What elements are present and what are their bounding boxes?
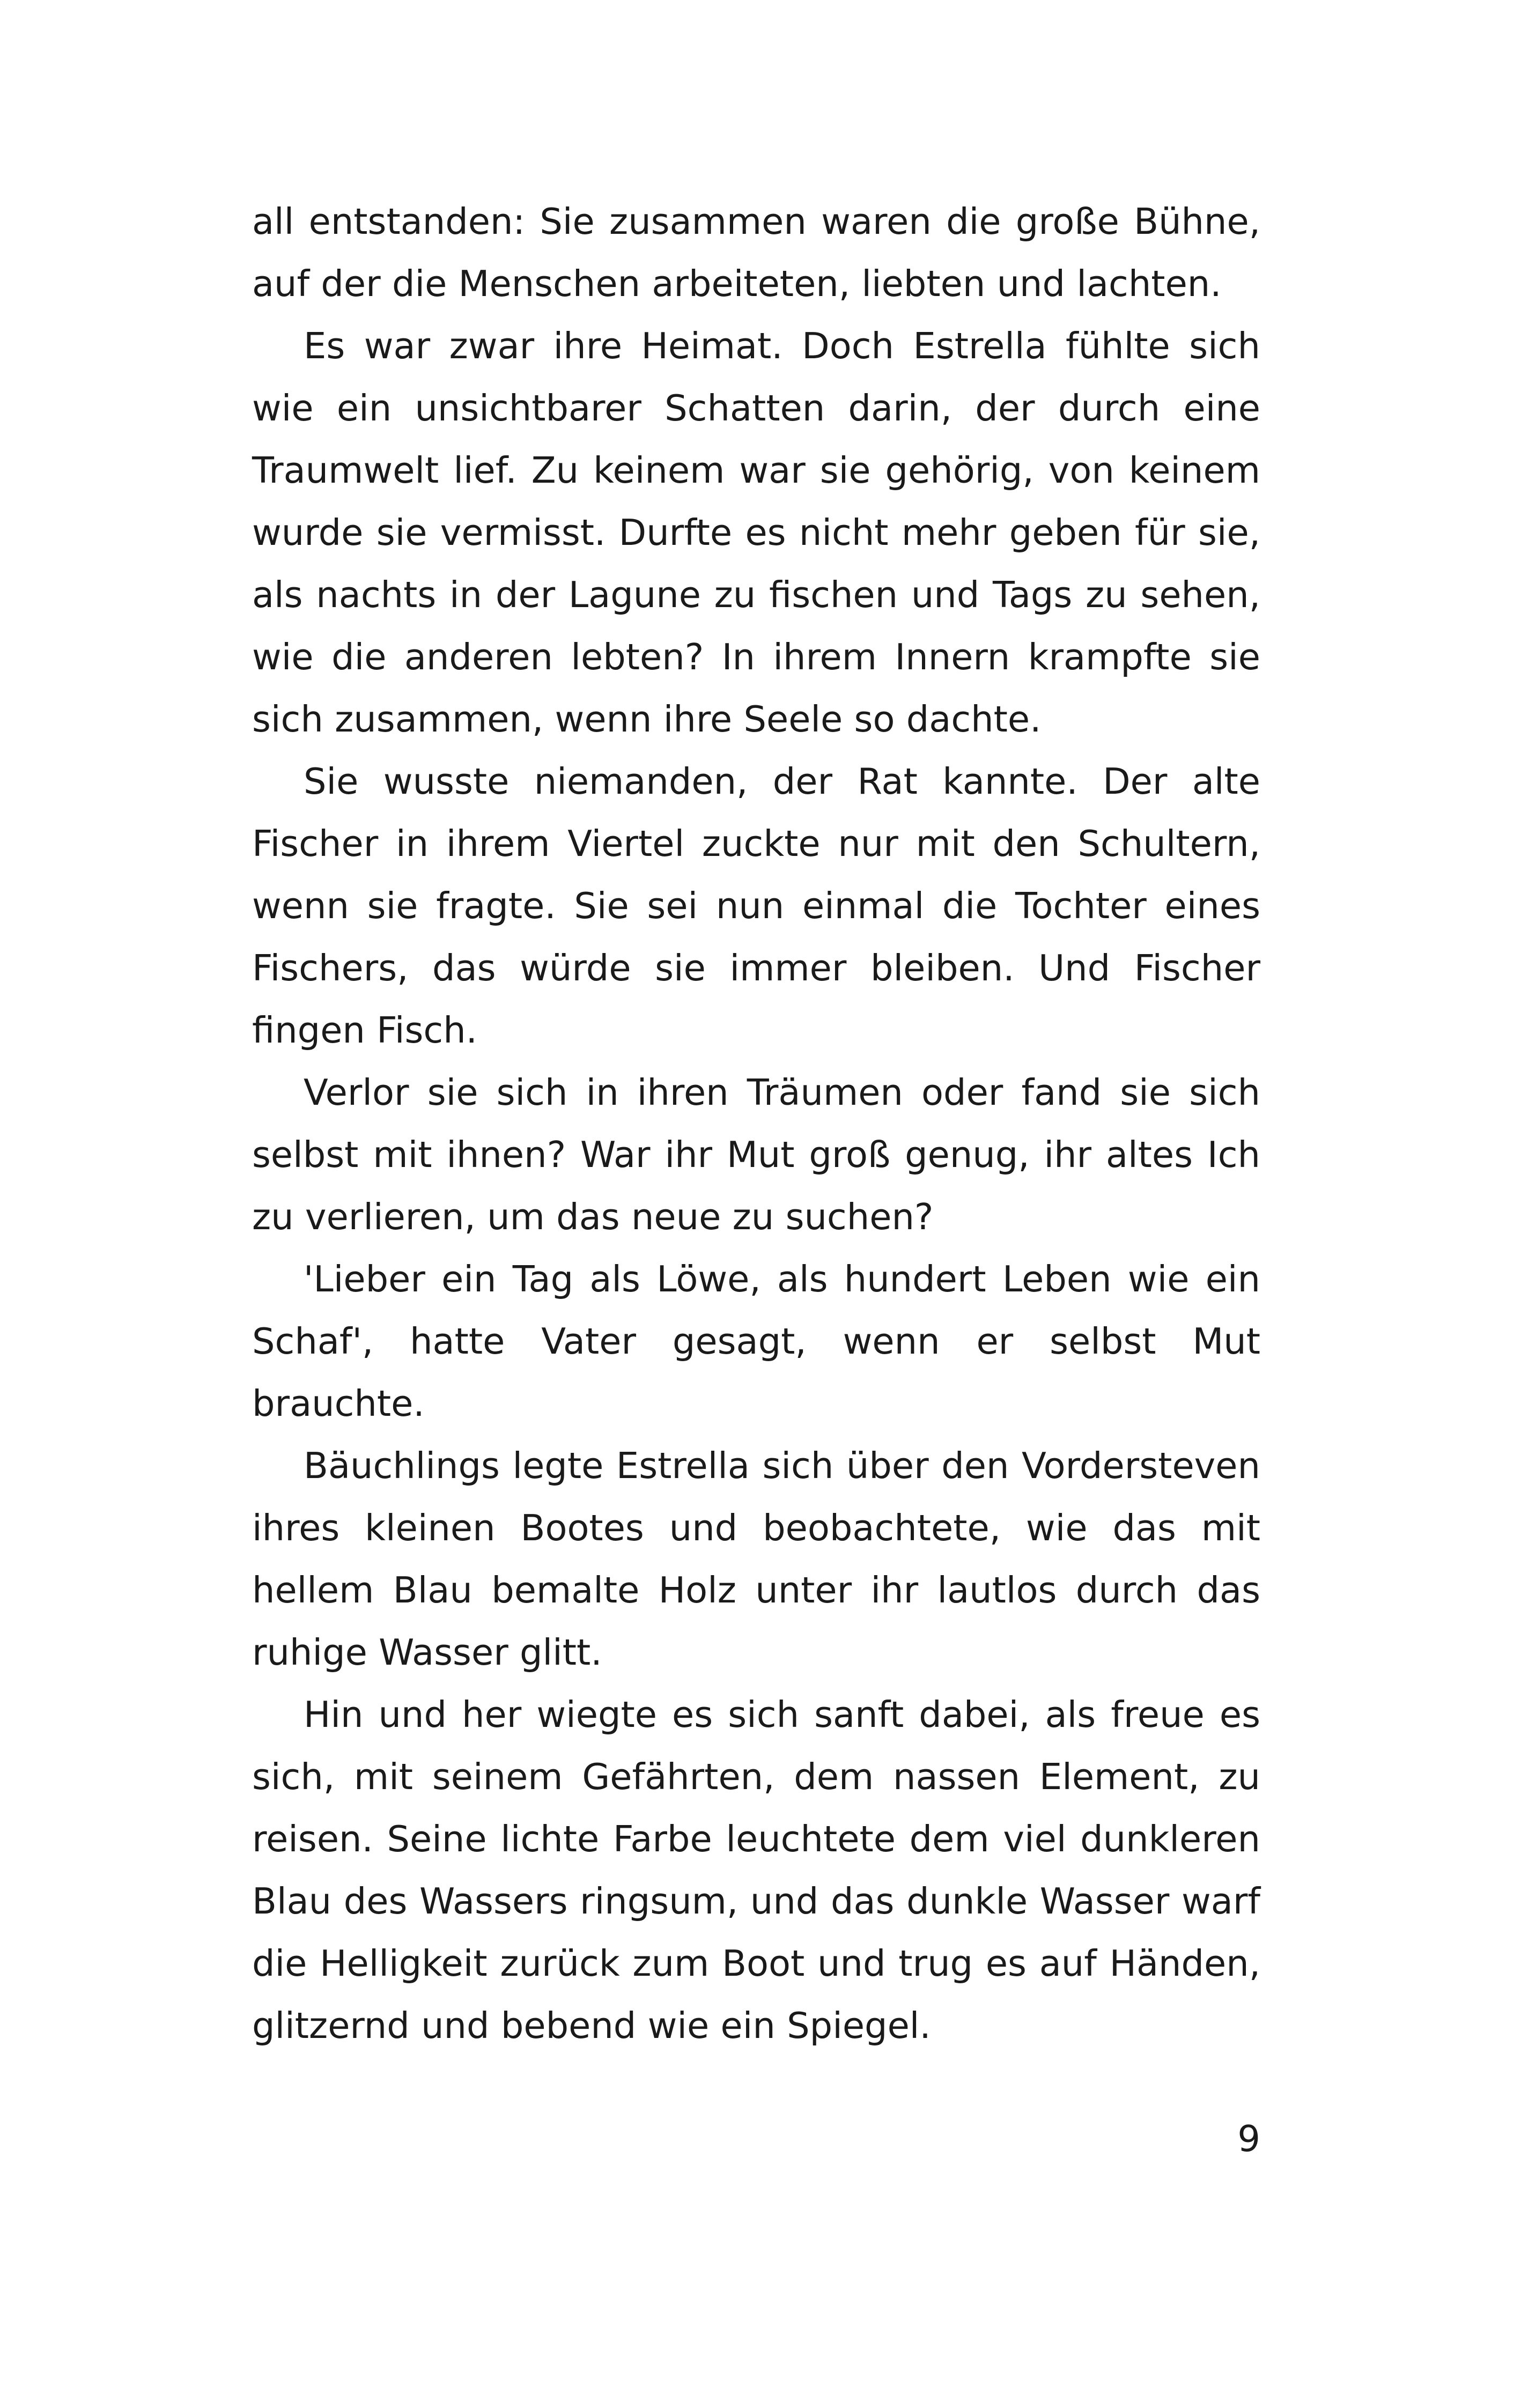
page-number: 9 (1237, 2118, 1260, 2160)
paragraph-7: Hin und her wiegte es sich sanft dabei, als freue es sich, mit seinem Gefährten, dem nassen Element, zu reisen. Seine lichte Farbe leuchtete dem viel dunkleren Blau des Wassers ringsum, und das dunkle Wasser warf die Helligkeit zurück zum Boot und trug es auf Händen, glitzernd und bebend wie ein Spiegel. (252, 1694, 1260, 2047)
paragraph-6: Bäuchlings legte Estrella sich über den Vordersteven ihres kleinen Bootes und beobachtete, wie das mit hellem Blau bemalte Holz unter ihr lautlos durch das ruhige Wasser glitt. (252, 1445, 1260, 1673)
body-text (252, 190, 1260, 2057)
paragraph-2: Es war zwar ihre Heimat. Doch Estrella fühlte sich wie ein unsichtbarer Schatten darin, der durch eine Traumwelt lief. Zu keinem war sie gehörig, von keinem wurde sie vermisst. Durfte es nicht mehr geben für sie, als nachts in der Lagune zu fischen und Tags zu sehen, wie die anderen lebten? In ihrem Innern krampfte sie sich zusammen, wenn ihre Seele so dachte. (252, 325, 1260, 740)
paragraph-3: Sie wusste niemanden, der Rat kannte. Der alte Fischer in ihrem Viertel zuckte nur mit den Schultern, wenn sie fragte. Sie sei nun einmal die Tochter eines Fischers, das würde sie immer bleiben. Und Fischer fingen Fisch. (252, 760, 1260, 1051)
paragraph-5: 'Lieber ein Tag als Löwe, als hundert Leben wie ein Schaf', hatte Vater gesagt, wenn er selbst Mut brauchte. (252, 1258, 1260, 1424)
paragraph-4: Verlor sie sich in ihren Träumen oder fand sie sich selbst mit ihnen? War ihr Mut groß genug, ihr altes Ich zu verlieren, um das neue zu suchen? (252, 1072, 1260, 1238)
paragraph-1: all entstanden: Sie zusammen waren die große Bühne, auf der die Menschen arbeiteten, liebten und lachten. (252, 201, 1260, 305)
